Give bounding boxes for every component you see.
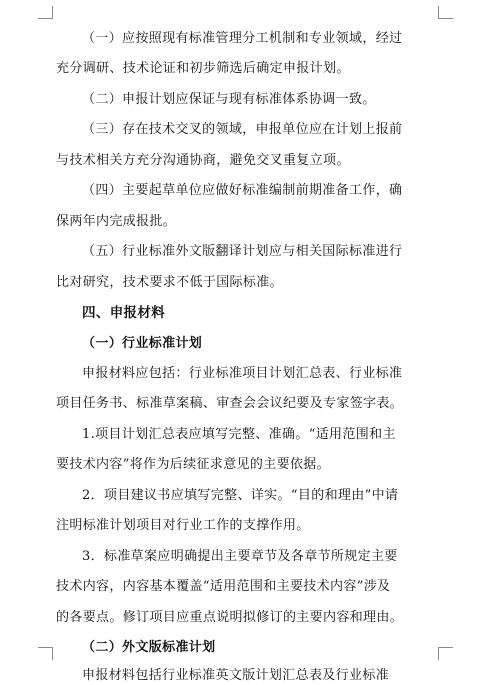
subsection-heading: （二）外文版标准计划: [82, 640, 216, 655]
paragraph-line: 2．项目建议书应填写完整、详实。“目的和理由”中请: [82, 488, 399, 503]
paragraph-line: 与技术相关方充分沟通协商，避免交叉重复立项。: [56, 153, 350, 168]
section-heading: 四、申报材料: [82, 305, 166, 321]
paragraph-line: （二）申报计划应保证与现有标准体系协调一致。: [82, 92, 376, 107]
paragraph-line: 注明标准计划项目对行业工作的支撑作用。: [56, 518, 310, 533]
subsection-heading: （一）行业标准计划: [82, 336, 203, 351]
paragraph-line: （四）主要起草单位应做好标准编制前期准备工作，确: [82, 183, 403, 198]
crop-mark-bottom-left: [38, 647, 53, 660]
crop-mark-top-left: [38, 6, 53, 19]
paragraph-line: 比对研究，技术要求不低于国际标准。: [56, 275, 283, 290]
crop-mark-top-right: [438, 6, 453, 19]
paragraph-line: 3．标准草案应明确提出主要章节及各章节所规定主要: [82, 549, 398, 564]
paragraph-line: 1.项目计划汇总表应填写完整、准确。“适用范围和主: [82, 427, 396, 442]
paragraph-line: 要技术内容”将作为后续征求意见的主要依据。: [56, 457, 330, 472]
paragraph-line: 的各要点。修订项目应重点说明拟修订的主要内容和理由。: [56, 610, 404, 625]
paragraph-line: 技术内容，内容基本覆盖“适用范围和主要技术内容”涉及: [56, 579, 391, 594]
paragraph-line: 充分调研、技术论证和初步筛选后确定申报计划。: [56, 61, 350, 76]
paragraph-line: 申报材料应包括：行业标准项目计划汇总表、行业标准: [82, 366, 403, 381]
paragraph-line: 项目任务书、标准草案稿、审查会会议纪要及专家签字表。: [56, 396, 404, 411]
crop-mark-bottom-right: [438, 647, 453, 660]
paragraph-line: 申报材料包括行业标准英文版计划汇总表及行业标准: [82, 668, 390, 683]
paragraph-line: 保两年内完成报批。: [56, 214, 177, 229]
paragraph-line: （一）应按照现有标准管理分工机制和专业领域，经过: [82, 31, 403, 46]
paragraph-line: （五）行业标准外文版翻译计划应与相关国际标准进行: [82, 244, 403, 259]
paragraph-line: （三）存在技术交叉的领域，申报单位应在计划上报前: [82, 122, 403, 137]
